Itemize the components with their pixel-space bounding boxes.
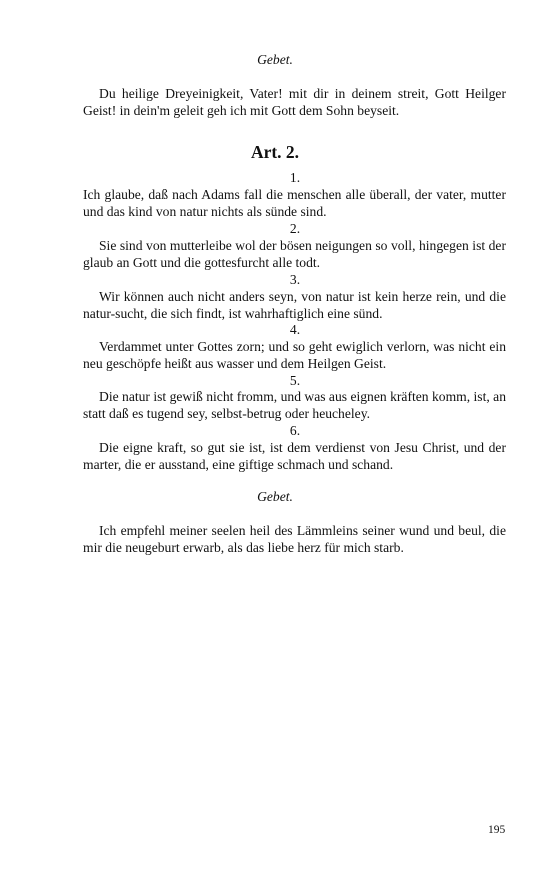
prayer-text-top: Du heilige Dreyeinigkeit, Vater! mit dir in deinem streit, Gott Heilger Geist! in dein'm geleit geh ich mit Gott dem Sohn beyseit. bbox=[83, 86, 506, 118]
verse-text-4: Verdammet unter Gottes zorn; und so geht ewiglich verlorn, was nicht ein neu geschöpfe heißt aus wasser und dem Heilgen Geist. bbox=[83, 339, 506, 371]
verse-text-6: Die eigne kraft, so gut sie ist, ist dem verdienst von Jesu Christ, und der marter, die er ausstand, eine giftige schmach und schand. bbox=[83, 440, 506, 472]
page-number: 195 bbox=[488, 824, 506, 836]
verse-text-2: Sie sind von mutterleibe wol der bösen neigungen so voll, hingegen ist der glaub an Gott und die gottesfurcht alle todt. bbox=[83, 238, 506, 270]
prayer-heading-top: Gebet. bbox=[257, 52, 293, 67]
verse-number-2: 2. bbox=[289, 221, 301, 236]
prayer-text-bottom: Ich empfehl meiner seelen heil des Lämmleins seiner wund und beul, die mir die neugeburt erwarb, als das liebe herz für mich starb. bbox=[83, 523, 506, 555]
verse-number-1: 1. bbox=[289, 170, 301, 185]
verse-number-3: 3. bbox=[289, 272, 301, 287]
verse-text-3: Wir können auch nicht anders seyn, von natur ist kein herze rein, und die natur-sucht, die sich findt, ist wahrhaftiglich eine sünd. bbox=[83, 289, 506, 321]
verse-text-5: Die natur ist gewiß nicht fromm, und was aus eignen kräften komm, ist, an statt daß es tugend sey, selbst-betrug oder heucheley. bbox=[83, 389, 506, 421]
prayer-heading-bottom: Gebet. bbox=[257, 489, 293, 504]
article-title: Art. 2. bbox=[250, 142, 300, 162]
verse-number-5: 5. bbox=[289, 373, 301, 388]
verse-number-4: 4. bbox=[289, 322, 301, 337]
verse-text-1: Ich glaube, daß nach Adams fall die menschen alle überall, der vater, mutter und das kind von natur nichts als sünde sind. bbox=[83, 187, 506, 219]
verse-number-6: 6. bbox=[289, 423, 301, 438]
